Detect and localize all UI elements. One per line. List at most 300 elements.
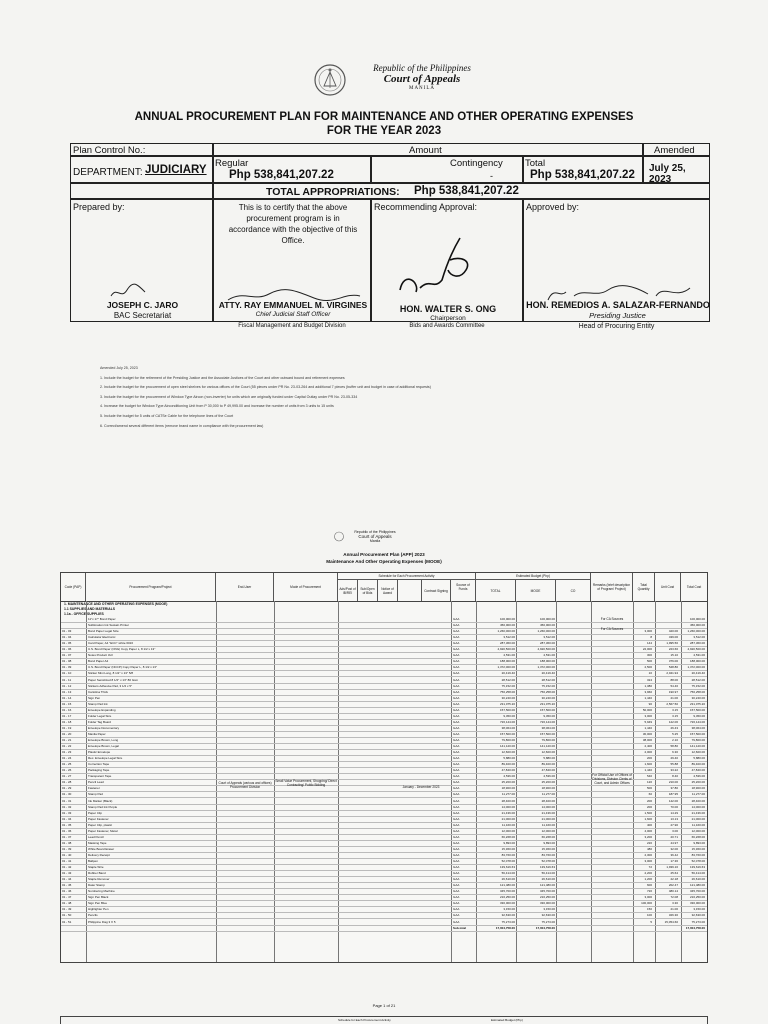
- cell-cost: 28,512.00: [691, 677, 705, 682]
- fund-source-cell: GAA: [453, 865, 460, 870]
- cell-qty: 500: [646, 786, 652, 791]
- col-total-qty: Total Quantity: [633, 573, 655, 601]
- cell-mooe: 21,436.00: [541, 810, 555, 815]
- fund-source-cell: GAA: [453, 846, 460, 851]
- cell-unit: 3.00: [672, 828, 678, 833]
- cell-code: 01 - 44: [62, 877, 72, 882]
- note-item: 6. Correct/amend several different items (remove brand name in compliance with the procurement law): [100, 423, 264, 428]
- recommender-office: Bids and Awards Committee: [409, 323, 485, 329]
- cell-qty: 2,400: [644, 744, 652, 749]
- cell-total: 15,360.00: [501, 846, 515, 851]
- cell-item: Paper Clip, plastic: [88, 822, 113, 827]
- recommender-signature-icon: [390, 230, 480, 298]
- page2-republic: Republic of the Philippines: [354, 530, 396, 534]
- cell-qty: 144: [646, 641, 652, 646]
- cell-cost: 5,880.00: [693, 756, 705, 761]
- prepared-title: BAC Secretariat: [113, 311, 172, 320]
- fund-source-cell: GAA: [453, 834, 460, 839]
- cell-total: 30,240.00: [501, 695, 515, 700]
- fund-source-cell: GAA: [453, 629, 460, 634]
- cell-mooe: 28,400.00: [541, 798, 555, 803]
- cell-total: 56,414.00: [501, 871, 515, 876]
- fund-source-cell: GAA: [453, 804, 460, 809]
- cell-qty: 3,200: [644, 834, 652, 839]
- amendment-notes: [100, 364, 700, 431]
- cell-qty: 1,200: [644, 877, 652, 882]
- cell-item: Stamp Pad Ink Purple: [88, 804, 118, 809]
- cell-cost: 3,150.00: [693, 907, 705, 912]
- cell-total: 21,000.00: [501, 816, 515, 821]
- cell-mooe: 30,240.00: [541, 695, 555, 700]
- total-cell: [523, 156, 643, 183]
- cell-code: 01 - 45: [62, 883, 72, 888]
- cell-mooe: 12,000.00: [541, 828, 555, 833]
- court-header: [352, 63, 492, 91]
- cell-cost: 75,273.00: [691, 919, 705, 924]
- cell-item: Lead Pencil: [88, 834, 104, 839]
- cell-qty: 8: [650, 635, 652, 640]
- fund-source-cell: GAA: [453, 756, 460, 761]
- approved-by-label: Approved by:: [526, 202, 580, 212]
- cell-cost: 231,075.20: [689, 701, 705, 706]
- cell-mooe: 188,000.00: [539, 659, 555, 664]
- cell-cost: 30,240.00: [691, 695, 705, 700]
- cell-mooe: 4,531.00: [543, 653, 555, 658]
- cell-code: 01 - 05: [62, 641, 72, 646]
- cell-mooe: 83,760.00: [541, 852, 555, 857]
- cell-unit: 22.18: [670, 877, 678, 882]
- cell-mooe: 25,200.00: [541, 780, 555, 785]
- cell-mooe: 11,277.00: [541, 792, 555, 797]
- plan-control-cell: [70, 143, 213, 156]
- cell-code: 01 - 21: [62, 738, 72, 742]
- cell-qty: 3,000: [644, 713, 652, 718]
- cell-code: 01 - 32: [62, 804, 72, 809]
- cell-unit: 210.00: [668, 780, 678, 785]
- cell-item: Envelope Brown, Long: [88, 738, 119, 742]
- cell-item: Fastener: [88, 786, 100, 791]
- amended-date: July 25, 2023: [649, 163, 686, 185]
- total-label: Total: [525, 158, 546, 169]
- col-source: Source of Funds: [451, 573, 476, 601]
- cell-code: 01 - 31: [62, 798, 72, 803]
- cell-item: Transparent Tape: [88, 774, 112, 779]
- cell-item: Paper Clip: [88, 810, 103, 815]
- cell-qty: 3,000: [644, 895, 652, 900]
- cell-total: 11,160.00: [501, 822, 515, 827]
- fund-source-cell: GAA: [453, 810, 460, 815]
- cell-item: Notes Product 3x3: [88, 653, 113, 658]
- fund-source-cell: GAA: [453, 689, 460, 694]
- page2-court-header: [345, 530, 405, 544]
- cell-mooe: 75,152.00: [541, 683, 555, 688]
- cell-item: Folder Tag Board: [88, 719, 111, 724]
- col-program: Procurement Program/Project: [86, 573, 216, 601]
- cell-unit: 376.00: [668, 659, 678, 664]
- cell-unit: 21.00: [670, 695, 678, 700]
- cell-cost: 89,400.00: [691, 762, 705, 767]
- cell-cost: 25,200.00: [691, 780, 705, 785]
- fund-source-cell: GAA: [453, 871, 460, 876]
- cell-qty: 3,000: [644, 629, 652, 634]
- cell-mooe: 21,000.00: [541, 816, 555, 821]
- col-contract: Contract Signing: [422, 580, 451, 601]
- end-user-value: Court of Appeals (various and offices) Procurement Division: [218, 781, 272, 789]
- cell-qty: 200: [646, 804, 652, 809]
- court-seal-icon: [313, 62, 347, 98]
- cell-mooe: 9,450.00: [543, 713, 555, 718]
- certification-cell: [213, 199, 371, 322]
- document-title: [0, 110, 768, 138]
- cell-item: Highlighter Pen: [88, 907, 109, 912]
- cell-cost: 21,000.00: [691, 816, 705, 821]
- cell-code: 01 - 10: [62, 671, 72, 676]
- cell-total: 5,880.00: [503, 756, 515, 761]
- remarks-value-2: For Official Use of Offices of Divisions, Division Clerks of Court, and Admin Offices: [592, 773, 632, 785]
- regular-cell: [213, 156, 371, 183]
- cell-unit: 88.00: [670, 677, 678, 682]
- cell-cost: 21,436.00: [691, 810, 705, 815]
- cell-code: 01 - 35: [62, 822, 72, 827]
- cell-cost: 157,500.00: [689, 731, 705, 736]
- cell-qty: 2,000: [644, 750, 652, 755]
- cell-code: 01 - 07: [62, 653, 72, 658]
- fund-source-cell: GAA: [453, 792, 460, 797]
- cell-total: 28,400.00: [501, 798, 515, 803]
- col-total: TOTAL: [476, 580, 516, 601]
- cell-qty: 200: [646, 756, 652, 761]
- page2-title-line-1: Annual Procurement Plan (APP) 2023: [343, 552, 425, 557]
- cell-cost: 1,372,000.00: [687, 665, 705, 670]
- cell-item: Rec. Envelope Legal Size: [88, 756, 123, 761]
- cell-cost: 15,360.00: [691, 846, 705, 851]
- certification-text: This is to certify that the above procurement program is in accordance with the objective of this Office.: [228, 203, 358, 245]
- fund-source-cell: GAA: [453, 641, 460, 646]
- cell-item: Packaging Tape: [88, 768, 110, 773]
- cell-total: 4,531.00: [503, 653, 515, 658]
- cell-item: Paper Sensitized 8 1/2" x 13" 80 Gsm: [88, 677, 139, 682]
- fund-source-cell: GAA: [453, 707, 460, 712]
- cell-cost: 18,900.00: [691, 786, 705, 791]
- cell-cost: 9,450.00: [693, 713, 705, 718]
- cell-mooe: 32,630.00: [541, 913, 555, 918]
- cell-total: 47,840.00: [501, 768, 515, 773]
- fund-source-cell: GAA: [453, 719, 460, 724]
- cell-unit: 55.88: [670, 762, 678, 767]
- cell-cost: 141,120.00: [689, 744, 705, 749]
- cell-total: 9,893.00: [503, 840, 515, 845]
- cell-code: 01 - 34: [62, 816, 72, 821]
- cell-mooe: 66,268.00: [541, 834, 555, 839]
- cell-total: 38,064.00: [501, 725, 515, 730]
- cell-qty: 1,440: [644, 725, 652, 730]
- cell-code: 01 - 36: [62, 828, 72, 833]
- col-schedule: Schedule for Each Procurement Activity: [338, 573, 476, 580]
- cell-cost: 9,893.00: [693, 840, 705, 845]
- cell-qty: 22,000: [642, 647, 652, 652]
- cell-code: 01 - 17: [62, 713, 72, 718]
- cell-mooe: 157,500.00: [539, 707, 555, 712]
- cell-qty: 100,000: [641, 901, 652, 906]
- cell-unit: 548.80: [668, 665, 678, 670]
- amended-header-cell: [643, 143, 710, 156]
- cell-cost: 4,920,500.00: [687, 647, 705, 652]
- cell-code: 01 - 19: [62, 725, 72, 730]
- note-item: 5. Include the budget for 5 units of CATSe Cable for the telephone lines of the Court: [100, 413, 234, 418]
- cell-unit: 6.30: [672, 750, 678, 755]
- cell-item: Envelope Brown, Legal: [88, 744, 119, 749]
- cell-cost: 20,419.40: [691, 671, 705, 676]
- approver-title: Presiding Justice: [589, 311, 646, 320]
- cell-mooe: 38,064.00: [541, 725, 555, 730]
- cell-qty: 1,600: [644, 816, 652, 821]
- fund-source-cell: GAA: [453, 677, 460, 682]
- fund-source-cell: GAA: [453, 919, 460, 924]
- subtotal-total: 17,004,758.00: [495, 925, 515, 930]
- cell-unit: 439.00: [668, 635, 678, 640]
- section-supplies: 1.1 SUPPLIES AND MATERIALS: [64, 607, 116, 611]
- fund-source-cell: GAA: [453, 665, 460, 670]
- cell-total: 4,920,500.00: [497, 647, 515, 652]
- next-schedule-header: Schedule for Each Procurement Activity: [338, 1018, 391, 1022]
- cell-code: 01 - 20: [62, 731, 72, 736]
- cell-unit: 17.36: [670, 859, 678, 863]
- cell-code: 01 - 13: [62, 689, 72, 694]
- cell-cost: 14,000.00: [691, 804, 705, 809]
- cell-mooe: 14,000.00: [541, 804, 555, 809]
- cell-item: Numbering Machine: [88, 889, 115, 894]
- col-end-user: End-User: [216, 573, 274, 601]
- cell-code: 01 - 28: [62, 780, 72, 785]
- cell-cost: 100,000.00: [689, 617, 705, 621]
- page2-title-line-2: Maintenance And Other Operating Expenses (MOOE): [326, 558, 442, 564]
- cell-unit: 20.71: [670, 834, 678, 839]
- cell-code: 01 - 50: [62, 913, 72, 918]
- cell-item: Sticker Mini Long, 8 1/2" x 13" 5/8: [88, 671, 133, 676]
- cell-code: 01 - 18: [62, 719, 72, 724]
- cell-qty: 120: [646, 780, 652, 785]
- cell-item: Ballpen: [88, 859, 99, 863]
- cell-item: Rubber Band: [88, 871, 106, 876]
- cell-qty: 1,600: [644, 762, 652, 767]
- page2-court: Court of Appeals: [358, 533, 392, 539]
- cell-total: 216,250.00: [499, 895, 515, 900]
- cell-cost: 56,414.00: [691, 871, 705, 876]
- cell-cost: 47,840.00: [691, 768, 705, 773]
- fund-source-cell: GAA: [453, 822, 460, 827]
- contingency-value: -: [490, 171, 493, 181]
- col-remarks: Remarks (brief description of Program/ Project): [591, 573, 633, 601]
- cell-qty: 5,949: [644, 719, 652, 724]
- cell-cost: 139,619.63: [689, 865, 705, 870]
- cell-mooe: 52,078.00: [541, 859, 555, 863]
- fund-source-cell: GAA: [453, 659, 460, 664]
- cell-cost: 450,000.00: [689, 623, 705, 628]
- cell-unit: 13.13: [670, 816, 678, 821]
- fund-source-cell: GAA: [453, 816, 460, 821]
- cell-item: Stamp Pad: [88, 792, 103, 797]
- cell-unit: 58.80: [670, 744, 678, 749]
- fund-source-cell: GAA: [453, 883, 460, 888]
- cell-cost: 4,531.00: [693, 653, 705, 658]
- cell-total: 89,400.00: [501, 762, 515, 767]
- fund-source-cell: GAA: [453, 623, 460, 628]
- fund-source-cell: GAA: [453, 647, 460, 652]
- cell-cost: 188,000.00: [689, 659, 705, 664]
- cell-unit: 70.00: [670, 804, 678, 809]
- procurement-table-header: [61, 573, 707, 602]
- cell-unit: 122.06: [668, 719, 678, 724]
- subtotal-mooe: 17,004,758.00: [535, 925, 555, 930]
- cell-item: Bond Paper Legal Size: [88, 629, 119, 634]
- cell-total: 287,360.00: [499, 641, 515, 646]
- cell-total: 157,500.00: [499, 731, 515, 736]
- cell-total: 330,000.00: [499, 901, 515, 906]
- fund-source-cell: GAA: [453, 762, 460, 767]
- cell-total: 141,120.00: [499, 744, 515, 749]
- cell-cost: 75,152.00: [691, 683, 705, 688]
- remarks-value: For CA Sources: [600, 617, 624, 621]
- cell-unit: 3.30: [672, 901, 678, 906]
- cell-unit: 3.15: [672, 707, 678, 712]
- department-cell: [70, 156, 213, 183]
- fund-source-cell: GAA: [453, 701, 460, 706]
- cell-unit: 3.15: [672, 713, 678, 718]
- cell-qty: 1,500: [644, 810, 652, 815]
- cell-unit: 420.00: [668, 629, 678, 634]
- cell-cost: 726,144.00: [689, 719, 705, 724]
- page2-city: Manila: [369, 539, 381, 544]
- cell-qty: 72: [648, 865, 652, 870]
- cell-qty: 540: [646, 774, 652, 779]
- cell-unit: 15.10: [670, 653, 678, 658]
- cell-code: 01 - 30: [62, 792, 72, 797]
- col-mode: Mode of Procurement: [274, 573, 338, 601]
- cell-cost: 216,250.00: [689, 895, 705, 900]
- col-code: Code (PAP): [61, 573, 86, 601]
- cell-total: 21,436.00: [501, 810, 515, 815]
- cell-qty: 720: [646, 889, 652, 894]
- subtotal-row: [61, 926, 707, 932]
- cell-code: 01 - 38: [62, 840, 72, 845]
- notes-heading: Amended July 25, 2023: [100, 366, 138, 370]
- approved-by-cell: [523, 199, 710, 322]
- cell-cost: 12,000.00: [691, 828, 705, 833]
- republic-label: Republic of the Philippines: [373, 63, 471, 73]
- total-value: Php 538,841,207.22: [530, 169, 635, 181]
- cell-item: Masking Tape: [88, 840, 107, 845]
- cell-code: 01 - 49: [62, 907, 72, 912]
- cell-unit: 2,567.50: [666, 701, 678, 706]
- cell-mooe: 1,372,000.00: [537, 665, 555, 670]
- cell-unit: 37.80: [670, 786, 678, 791]
- cell-item: Sign Pen: [88, 695, 101, 700]
- department-value: JUDICIARY: [145, 164, 207, 176]
- cell-unit: 326.30: [668, 913, 678, 918]
- page-number: Page 1 of 21: [372, 1003, 396, 1008]
- cell-cost: 38,064.00: [691, 725, 705, 730]
- recommending-cell: [371, 199, 523, 322]
- cell-mooe: 9,893.00: [543, 840, 555, 845]
- cell-mooe: 28,512.00: [541, 677, 555, 682]
- section-mooe: 1. MAINTENANCE AND OTHER OPERATING EXPENSES (MOOE): [64, 602, 168, 606]
- cell-mooe: 450,000.00: [539, 623, 555, 628]
- cell-code: 01 - 46: [62, 889, 72, 894]
- court-name: Court of Appeals: [383, 73, 461, 85]
- prepared-name: JOSEPH C. JARO: [106, 300, 179, 310]
- fund-source-cell: GAA: [453, 695, 460, 700]
- cell-qty: 30,000: [642, 731, 652, 736]
- cell-mooe: 100,000.00: [539, 617, 555, 621]
- col-co: CO: [556, 580, 591, 601]
- cell-total: 9,450.00: [503, 713, 515, 718]
- plan-control-label: Plan Control No.:: [73, 145, 146, 156]
- cell-total: 14,000.00: [501, 804, 515, 809]
- cell-unit: 5.25: [672, 731, 678, 736]
- blank-cell: [70, 183, 213, 199]
- cell-cost: 52,078.00: [691, 859, 705, 863]
- cell-total: 231,075.20: [499, 701, 515, 706]
- cell-qty: 480: [646, 846, 652, 851]
- cell-code: 01 - 47: [62, 895, 72, 900]
- cell-cost: 157,500.00: [689, 707, 705, 712]
- cell-code: 01 - 11: [62, 677, 72, 682]
- cell-qty: 150: [646, 907, 652, 912]
- cell-mooe: 216,250.00: [539, 895, 555, 900]
- cell-item: Correction Tape: [88, 762, 110, 767]
- cell-unit: 202.47: [668, 883, 678, 888]
- cell-total: 32,630.00: [501, 913, 515, 918]
- cell-cost: 4,536.00: [693, 774, 705, 779]
- regular-label: Regular: [215, 158, 249, 169]
- col-ads: Ads/Post of IB/REI: [338, 580, 358, 601]
- col-estimated: Estimated Budget (Php): [476, 573, 591, 580]
- department-label: DEPARTMENT:: [73, 167, 143, 178]
- title-line-1: ANNUAL PROCUREMENT PLAN FOR MAINTENANCE AND OTHER OPERATING EXPENSES: [134, 111, 634, 123]
- fund-source-cell: GAA: [453, 859, 460, 863]
- certifier-name: ATTY. RAY EMMANUEL M. VIRGINES: [218, 300, 368, 310]
- subtotal-cost: 17,004,758.00: [685, 925, 705, 930]
- cell-code: 01 - 48: [62, 901, 72, 906]
- cell-qty: 5: [650, 919, 652, 924]
- cell-code: 01 - 39: [62, 846, 72, 851]
- cell-mooe: 11,160.00: [541, 822, 555, 827]
- cell-unit: 223.66: [668, 647, 678, 652]
- cell-code: 01 - 08: [62, 659, 72, 664]
- cell-qty: 400: [646, 822, 652, 827]
- fund-source-cell: GAA: [453, 780, 460, 785]
- fund-source-cell: GAA: [453, 713, 460, 718]
- prepared-by-label: Prepared by:: [73, 202, 125, 212]
- schedule-value: January - December 2023: [402, 785, 440, 789]
- cell-code: 01 - 16: [62, 707, 72, 712]
- cell-unit: 190.97: [668, 689, 678, 694]
- cell-mooe: 121,480.00: [539, 883, 555, 888]
- cell-mooe: 345,700.00: [539, 889, 555, 894]
- cell-mooe: 141,120.00: [539, 744, 555, 749]
- cell-code: 01 - 37: [62, 834, 72, 839]
- cell-qty: 1,380: [644, 683, 652, 688]
- cell-cost: 28,400.00: [691, 798, 705, 803]
- fund-source-cell: GAA: [453, 907, 460, 912]
- cell-item: Ink Marker (Black): [88, 798, 113, 803]
- cell-item: Paper Fastener, Metal: [88, 828, 118, 833]
- recommender-name: HON. WALTER S. ONG: [399, 304, 497, 314]
- cell-qty: 3,960: [644, 689, 652, 694]
- cell-qty: 90: [648, 701, 652, 706]
- total-appropriations-label: TOTAL APPROPRIATIONS:: [266, 186, 400, 198]
- cell-mooe: 5,880.00: [543, 756, 555, 761]
